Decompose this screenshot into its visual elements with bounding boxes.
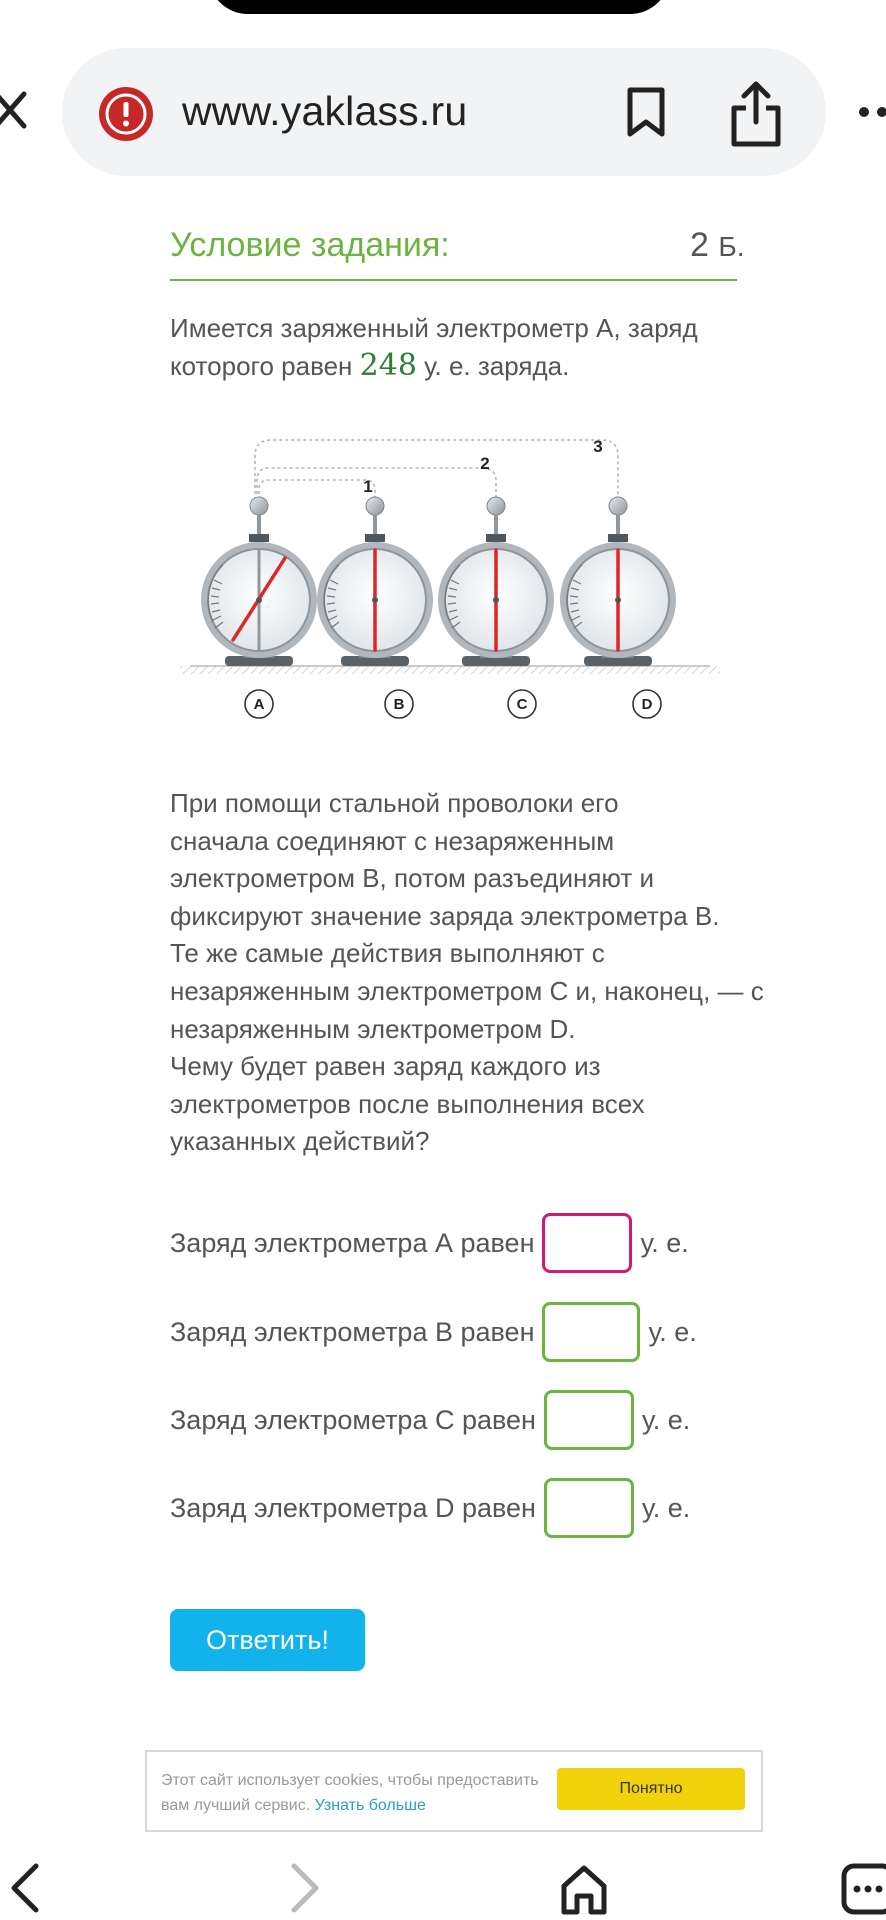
answer-input-b[interactable] [542,1302,640,1362]
warning-icon[interactable] [98,86,154,142]
more-icon[interactable] [858,104,886,120]
answer-unit-a: у. е. [640,1227,689,1258]
wire-label-3: 3 [593,437,603,456]
wires [255,440,618,506]
points-value: 2 [690,226,709,264]
answer-row-d [170,1478,690,1538]
description-line: незаряженным электрометром С и, наконец, — с [170,975,764,1006]
answer-unit-d: у. е. [641,1492,691,1523]
camera-notch [208,0,670,14]
description-line: указанных действий? [170,1126,430,1157]
label-d: D [641,696,653,713]
cookie-banner [145,1750,763,1832]
description-line: незаряженным электрометром D. [170,1013,576,1044]
answer-label-a: Заряд электрометра А равен [170,1227,535,1258]
answer-row-c [170,1390,690,1450]
back-icon[interactable] [6,1860,46,1916]
intro-suffix: у. е. заряда. [416,351,570,381]
description-line: электрометром В, потом разъединяют и [170,863,654,894]
answer-input-c[interactable] [544,1390,634,1450]
cookie-accept-button[interactable]: Понятно [557,1768,745,1810]
description-line: Те же самые действия выполняют с [170,938,605,969]
points-unit: Б. [718,231,745,262]
intro-text: Имеется заряженный электрометр А, заряд которого равен [170,313,698,381]
answer-label-d: Заряд электрометра D равен [170,1492,536,1523]
answer-row-b [170,1302,697,1362]
charge-value: 248 [359,348,417,383]
tabs-icon[interactable] [840,1862,886,1916]
wire-1 [259,480,375,506]
description-line: фиксируют значение заряда электрометра В. [170,900,720,931]
answer-unit-c: у. е. [641,1404,691,1435]
bookmark-icon[interactable] [624,86,668,138]
answer-input-a[interactable] [542,1213,632,1273]
wire-label-1: 1 [363,477,373,496]
description-line: сначала соединяют с незаряженным [170,825,615,856]
cookie-message: Этот сайт использует cookies, чтобы предоставить вам лучший сервис. [161,1772,539,1814]
close-icon[interactable] [0,86,34,138]
home-icon[interactable] [558,1862,610,1916]
description-line: При помощи стальной проволоки его [170,788,619,818]
electrometer-c [438,497,554,666]
label-b: B [393,696,405,713]
title-divider [170,279,737,281]
cookie-learn-more-link[interactable]: Узнать больше [314,1797,426,1814]
share-icon[interactable] [728,80,784,150]
task-intro [170,310,770,385]
wire-label-2: 2 [480,454,490,473]
answer-label-c: Заряд электрометра С равен [170,1404,536,1435]
submit-button[interactable]: Ответить! [170,1609,365,1671]
electrometer-a [201,497,317,666]
electrometer-d [560,497,676,666]
task-points [690,226,745,265]
label-a: A [253,696,265,713]
answer-unit-b: у. е. [648,1316,697,1347]
wire-3 [255,440,618,506]
description-line: электрометров после выполнения всех [170,1088,645,1119]
electrometer-labels [245,690,661,718]
url-text[interactable]: www.yaklass.ru [182,88,468,134]
electrometer-b [317,497,433,666]
forward-icon[interactable] [284,1860,324,1916]
description-line: Чему будет равен заряд каждого из [170,1051,601,1082]
electrometers-figure [180,430,720,730]
cookie-text [161,1768,561,1818]
answer-label-b: Заряд электрометра В равен [170,1316,535,1347]
task-description [170,785,770,1161]
answer-row-a [170,1213,689,1273]
task-title: Условие задания: [170,226,450,264]
label-c: C [516,696,528,713]
answer-input-d[interactable] [544,1478,634,1538]
